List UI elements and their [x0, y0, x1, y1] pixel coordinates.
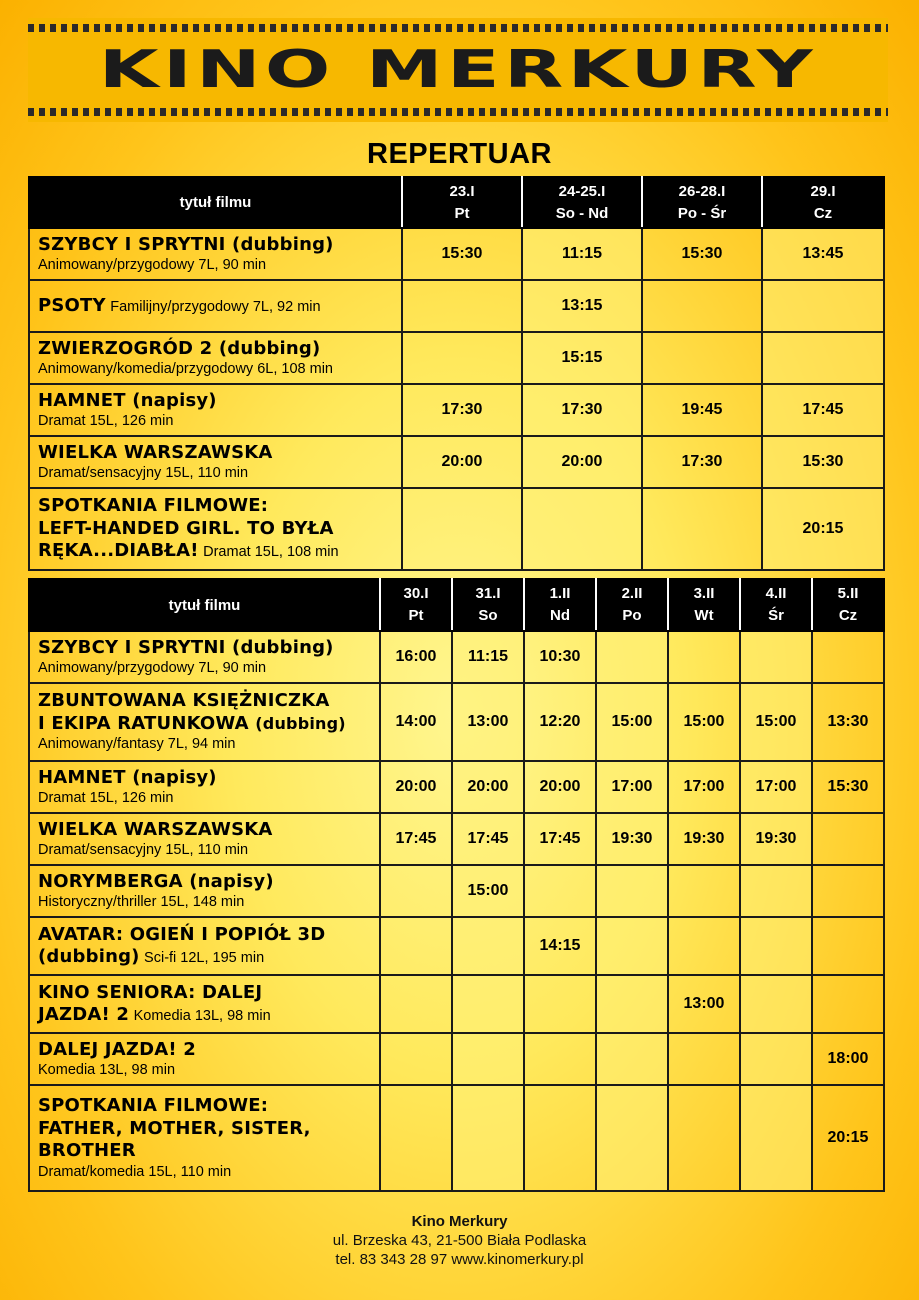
table-row	[29, 813, 884, 865]
day-header: 4.II Śr	[740, 579, 812, 631]
showtime: 13:15	[522, 280, 642, 332]
day-header: 3.II Wt	[668, 579, 740, 631]
showtime: 11:15	[522, 228, 642, 280]
showtime	[668, 1085, 740, 1191]
showtime	[402, 488, 522, 570]
showtime: 14:00	[380, 683, 452, 761]
showtime	[596, 917, 668, 975]
showtime: 11:15	[452, 631, 524, 683]
showtime: 18:00	[812, 1033, 884, 1085]
showtime: 20:15	[762, 488, 884, 570]
film-cell: SZYBCY I SPRYTNI (dubbing) Animowany/przygodowy 7L, 90 min	[29, 631, 380, 683]
showtime: 17:30	[642, 436, 762, 488]
showtime: 15:00	[740, 683, 812, 761]
showtime: 17:45	[452, 813, 524, 865]
showtime	[522, 488, 642, 570]
showtime	[812, 975, 884, 1033]
showtime	[452, 975, 524, 1033]
film-cell: AVATAR: OGIEŃ I POPIÓŁ 3D (dubbing) Sci-fi 12L, 195 min	[29, 917, 380, 975]
table-row	[29, 332, 884, 384]
film-cell: HAMNET (napisy) Dramat 15L, 126 min	[29, 384, 402, 436]
showtime	[740, 631, 812, 683]
showtime: 15:00	[668, 683, 740, 761]
showtime: 13:30	[812, 683, 884, 761]
title-column-header: tytuł filmu	[29, 579, 380, 631]
showtime: 20:15	[812, 1085, 884, 1191]
showtime: 13:00	[668, 975, 740, 1033]
showtime	[524, 865, 596, 917]
showtime: 15:30	[762, 436, 884, 488]
table-row	[29, 436, 884, 488]
film-cell: HAMNET (napisy) Dramat 15L, 126 min	[29, 761, 380, 813]
showtime: 17:30	[402, 384, 522, 436]
day-header: 2.II Po	[596, 579, 668, 631]
day-header: 24-25.I So - Nd	[522, 177, 642, 228]
film-cell: PSOTY Familijny/przygodowy 7L, 92 min	[29, 280, 402, 332]
showtime: 20:00	[452, 761, 524, 813]
showtime	[596, 1085, 668, 1191]
showtime: 16:00	[380, 631, 452, 683]
showtime: 20:00	[402, 436, 522, 488]
film-perforation-top	[28, 24, 888, 32]
showtime	[812, 631, 884, 683]
table-row	[29, 917, 884, 975]
table-header-row	[29, 177, 884, 228]
showtime	[380, 1085, 452, 1191]
film-cell: SPOTKANIA FILMOWE: LEFT-HANDED GIRL. TO BYŁA RĘKA...DIABŁA! Dramat 15L, 108 min	[29, 488, 402, 570]
film-cell: ZWIERZOGRÓD 2 (dubbing) Animowany/komedia/przygodowy 6L, 108 min	[29, 332, 402, 384]
showtime	[812, 865, 884, 917]
table-row	[29, 488, 884, 570]
showtime	[642, 488, 762, 570]
title-column-header: tytuł filmu	[29, 177, 402, 228]
showtime: 17:45	[380, 813, 452, 865]
showtime	[524, 1085, 596, 1191]
showtime: 20:00	[524, 761, 596, 813]
showtime: 15:30	[812, 761, 884, 813]
table-row	[29, 1033, 884, 1085]
showtime	[812, 813, 884, 865]
showtime	[452, 1033, 524, 1085]
showtime	[812, 917, 884, 975]
showtime	[524, 1033, 596, 1085]
film-cell: ZBUNTOWANA KSIĘŻNICZKA I EKIPA RATUNKOWA (dubbing) Animowany/fantasy 7L, 94 min	[29, 683, 380, 761]
film-cell: SZYBCY I SPRYTNI (dubbing) Animowany/przygodowy 7L, 90 min	[29, 228, 402, 280]
table-row	[29, 384, 884, 436]
showtime: 17:45	[762, 384, 884, 436]
showtime	[596, 1033, 668, 1085]
showtime	[668, 865, 740, 917]
table-row	[29, 761, 884, 813]
showtime: 15:15	[522, 332, 642, 384]
showtime	[740, 1085, 812, 1191]
footer-contact: tel. 83 343 28 97 www.kinomerkury.pl	[335, 1251, 584, 1268]
showtime	[524, 975, 596, 1033]
footer-address: ul. Brzeska 43, 21-500 Biała Podlaska	[332, 1232, 587, 1249]
showtime: 17:00	[596, 761, 668, 813]
table-row	[29, 280, 884, 332]
showtime: 17:00	[668, 761, 740, 813]
showtime: 15:00	[452, 865, 524, 917]
table-row	[29, 228, 884, 280]
showtime	[596, 975, 668, 1033]
showtime	[740, 1033, 812, 1085]
showtime: 17:45	[524, 813, 596, 865]
showtime	[642, 332, 762, 384]
film-perforation-bottom	[28, 108, 888, 116]
day-header: 1.II Nd	[524, 579, 596, 631]
showtime: 12:20	[524, 683, 596, 761]
film-cell: KINO SENIORA: DALEJ JAZDA! 2 Komedia 13L, 98 min	[29, 975, 380, 1033]
footer	[0, 1212, 919, 1269]
showtime	[380, 917, 452, 975]
showtime: 15:00	[596, 683, 668, 761]
showtime: 20:00	[380, 761, 452, 813]
showtime: 19:45	[642, 384, 762, 436]
schedule-table-week1	[28, 176, 885, 571]
film-cell: WIELKA WARSZAWSKA Dramat/sensacyjny 15L, 110 min	[29, 436, 402, 488]
showtime: 19:30	[596, 813, 668, 865]
film-cell: SPOTKANIA FILMOWE: FATHER, MOTHER, SISTER, BROTHER Dramat/komedia 15L, 110 min	[29, 1085, 380, 1191]
showtime	[596, 865, 668, 917]
day-header: 26-28.I Po - Śr	[642, 177, 762, 228]
day-header: 30.I Pt	[380, 579, 452, 631]
showtime: 14:15	[524, 917, 596, 975]
film-cell: DALEJ JAZDA! 2 Komedia 13L, 98 min	[29, 1033, 380, 1085]
schedule-table-week2	[28, 578, 885, 1192]
showtime: 17:00	[740, 761, 812, 813]
showtime	[380, 975, 452, 1033]
film-cell: NORYMBERGA (napisy) Historyczny/thriller 15L, 148 min	[29, 865, 380, 917]
table-row	[29, 865, 884, 917]
table-row	[29, 1085, 884, 1191]
showtime: 17:30	[522, 384, 642, 436]
showtime	[642, 280, 762, 332]
showtime	[452, 1085, 524, 1191]
day-header: 29.I Cz	[762, 177, 884, 228]
table-row	[29, 631, 884, 683]
showtime	[740, 975, 812, 1033]
film-cell: WIELKA WARSZAWSKA Dramat/sensacyjny 15L, 110 min	[29, 813, 380, 865]
header-banner	[28, 18, 888, 122]
brand-logo: KINO MERKURY	[98, 40, 818, 100]
table-row	[29, 975, 884, 1033]
showtime	[596, 631, 668, 683]
table-header-row	[29, 579, 884, 631]
showtime	[740, 865, 812, 917]
showtime	[668, 917, 740, 975]
showtime: 19:30	[668, 813, 740, 865]
showtime	[402, 280, 522, 332]
showtime: 20:00	[522, 436, 642, 488]
showtime: 10:30	[524, 631, 596, 683]
showtime	[740, 917, 812, 975]
showtime: 19:30	[740, 813, 812, 865]
showtime	[762, 332, 884, 384]
showtime	[380, 1033, 452, 1085]
showtime	[402, 332, 522, 384]
showtime: 13:00	[452, 683, 524, 761]
showtime	[452, 917, 524, 975]
page-title: REPERTUAR	[367, 138, 552, 170]
day-header: 31.I So	[452, 579, 524, 631]
showtime	[668, 631, 740, 683]
showtime: 15:30	[402, 228, 522, 280]
table-row	[29, 683, 884, 761]
showtime	[380, 865, 452, 917]
day-header: 5.II Cz	[812, 579, 884, 631]
day-header: 23.I Pt	[402, 177, 522, 228]
showtime	[762, 280, 884, 332]
showtime: 15:30	[642, 228, 762, 280]
showtime: 13:45	[762, 228, 884, 280]
footer-cinema-name: Kino Merkury	[411, 1213, 508, 1230]
showtime	[668, 1033, 740, 1085]
